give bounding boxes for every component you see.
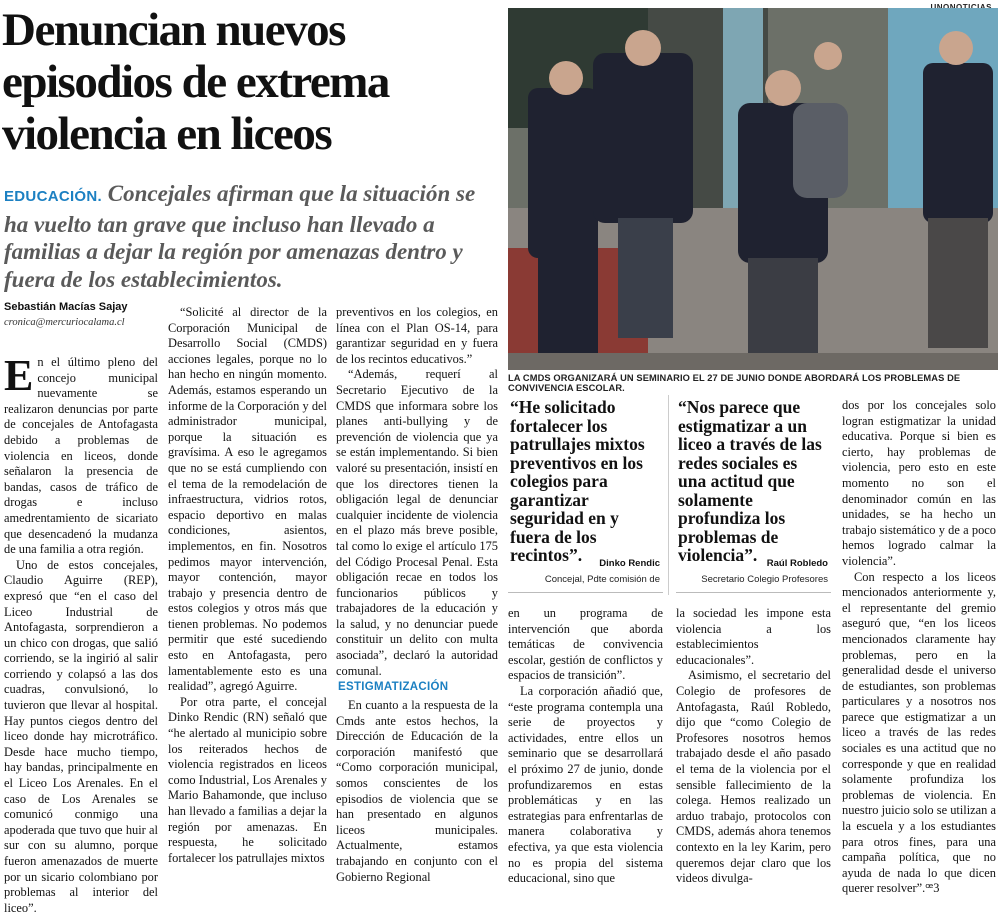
paragraph: Asimismo, el secretario del Colegio de profesores de Antofagasta, Raúl Robledo, dijo que “como Colegio de Profesores nosotros hemos trabajado desde el año pasado el tema de la violencia por el sensible fallecimiento de la colega. Hemos realizado un arduo trabajo, protocolos con CMDS, además ahora tenemos contexto en la ley Karim, pero queremos dejar claro que los videos divulga-: [676, 668, 831, 886]
article-column-6: [842, 398, 996, 896]
paragraph: “Además, requerí al Secretario Ejecutivo de la CMDS que informara sobre los planes anti-bullying y de prevención de violencia que ya se están implementando. Si bien valoré su presentación, insistí en que los directores tienen la obligación legal de denunciar cualquier incidente de violencia en el plazo más breve posible, tal como lo exige el artículo 175 del Código Procesal Penal. Esta obligación recae en todos los funcionarios públicos y trabajadores de la educación y la salud, y no denunciar puede constituir un delito con multa asociada”, declaró la autoridad comunal.: [336, 367, 498, 678]
paragraph: [4, 351, 158, 558]
paragraph-text: Con respecto a los liceos mencionados anteriormente y, el representante del gremio aseguró que, “en los liceos mencionados claramente hay problemas, pero en la generalidad desde el universo de estudiantes, son problemas particulares y a nosotros nos parece que estigmatizar a un liceo a través de las redes sociales es una actitud que no corresponde y que en realidad solamente profundiza los problemas de violencia. En nuestro juicio solo se utilizan a la escuela y a los estudiantes para otros fines, para una campaña política, que no ayuda de nada lo que dicen querer resolver”.: [842, 569, 996, 896]
headline: Denuncian nuevos episodios de extrema violencia en liceos: [2, 4, 389, 160]
byline-name: Sebastián Macías Sajay: [4, 301, 128, 313]
article-column-1: [4, 351, 158, 915]
end-mark: ꟹ3: [925, 881, 940, 896]
paragraph: preventivos en los colegios, en línea con el Plan OS-14, para garantizar seguridad en y fuera de los recintos educativos.”: [336, 305, 498, 366]
divider: [508, 592, 663, 593]
article-column-3b: [336, 698, 498, 884]
paragraph: dos por los concejales solo logran estigmatizar la unidad educativa. Porque si bien es cierto, hay problemas de violencia, pero esto en este momento no son el denominador común en las unidades, se ha hecho un trabajo sistemático y de a poco hemos logrado calmar la violencia”.: [842, 398, 996, 568]
deck-text: Concejales afirman que la situación se ha vuelto tan grave que incluso han llevado a familias a dejar la región por amenazas dentro y fuera de los establecimientos.: [4, 181, 476, 292]
article-column-4: [508, 606, 663, 886]
byline-email[interactable]: cronica@mercuriocalama.cl: [4, 317, 125, 328]
quote-2-role: Secretario Colegio Profesores: [701, 574, 828, 585]
paragraph-text: n el último pleno del concejo municipal nuevamente se realizaron denuncias por parte de concejales de Antofagasta debido a problemas de violencia en liceos, donde señalaron la presencia de bandas, casos de tráfico de drogas e incluso amedrentamiento de sicariato que desencadenó la mudanza de una familia a otra región.: [4, 355, 158, 557]
paragraph: La corporación añadió que, “este programa contempla una serie de proyectos y actividades, entre ellos un seminario que se desarrollará el próximo 27 de junio, donde profundizaremos en estas problemáticas y en las estrategias para enfrentarlas de manera colaborativa y efectiva, ya que esta violencia no es propia del sistema educacional, sino que: [508, 683, 663, 886]
divider: [668, 395, 669, 595]
news-photo: [508, 8, 998, 370]
paragraph: Por otra parte, el concejal Dinko Rendic (RN) señaló que “he alertado al municipio sobre los reiterados hechos de violencia registrados en liceos como Industrial, Los Arenales y Mario Bahamonde, que incluso han llevado a familias a dejar la región por amenazas. En respuesta, he solicitado fortalecer los patrullajes mixtos: [168, 694, 327, 865]
paragraph: Uno de estos concejales, Claudio Aguirre (REP), expresó que “en el caso del Liceo Industrial de Antofagasta, sorprendieron a un chico con drogas, que salió corriendo, se la ingirió al salir corriendo y colapsó a las dos cuadras, convulsionó, lo tuvieron que llevar al hospital. Hay puntos ciegos dentro del liceo donde hay microtráfico. Desde hace mucho tiempo, hay bandas, principalmente en el Liceo Los Arenales. En el caso de Los Arenales se comunicó conmigo una apoderada que tuvo que huir al sur con su alumno, porque fueron amenazados de muerte por un sicario colombiano por problemas al interior del liceo”.: [4, 557, 158, 915]
quote-2-name: Raúl Robledo: [766, 558, 828, 569]
article-column-5: [676, 606, 831, 886]
pull-quote-2: “Nos parece que estigmatizar a un liceo a través de las redes sociales es una actitud que solamente profundiza los problemas de violencia”.: [678, 397, 822, 565]
paragraph: la sociedad les impone esta violencia a los establecimientos educacionales”.: [676, 606, 831, 667]
article-column-3: [336, 305, 498, 677]
paragraph: “Solicité al director de la Corporación Municipal de Desarrollo Social (CMDS) acciones legales, porque no lo han hecho en ningún momento. Además, estamos esperando un informe de la Corporación y del administrador municipal, porque la situación es gravísima. A eso le agregamos que no se está cumpliendo con el tema de la remodelación de infraestructura, vidrios rotos, espacio deportivo en malas condiciones, asientos, implementos, en fin. Nosotros pedimos mayor intervención, mayor contención, mayor trabajo y presencia dentro de estos colegios y otros más que tienen problemas. No podemos permitir que esté sucediendo esto en Antofagasta, pero lamentablemente esto es una realidad”, agregó Aguirre.: [168, 305, 327, 694]
paragraph: en un programa de intervención que aborda temáticas de convivencia escolar, gestión de conflictos y espacios de transición”.: [508, 606, 663, 683]
quote-1-name: Dinko Rendic: [599, 558, 660, 569]
photo-caption: LA CMDS ORGANIZARÁ UN SEMINARIO EL 27 DE JUNIO DONDE ABORDARÁ LOS PROBLEMAS DE CONVIVENCIA ESCOLAR.: [508, 373, 961, 393]
quote-1-role: Concejal, Pdte comisión de: [544, 574, 660, 585]
paragraph: En cuanto a la respuesta de la Cmds ante estos hechos, la Dirección de Educación de la corporación manifestó que “Como corporación municipal, somos conscientes de los episodios de violencia que se han presentado en algunos liceos municipales. Actualmente, estamos trabajando en conjunto con el Gobierno Regional: [336, 698, 498, 884]
paragraph: [842, 570, 996, 897]
deck: [4, 180, 494, 293]
subhead: ESTIGMATIZACIÓN: [338, 681, 449, 693]
photo-illustration: [508, 8, 998, 370]
article-column-2: [168, 305, 327, 867]
divider: [676, 592, 831, 593]
section-label: EDUCACIÓN.: [4, 188, 103, 205]
pull-quote-1: “He solicitado fortalecer los patrullajes mixtos preventivos en los colegios para garantizar seguridad en y fuera de los recintos”.: [510, 397, 645, 565]
drop-cap: E: [4, 351, 34, 400]
